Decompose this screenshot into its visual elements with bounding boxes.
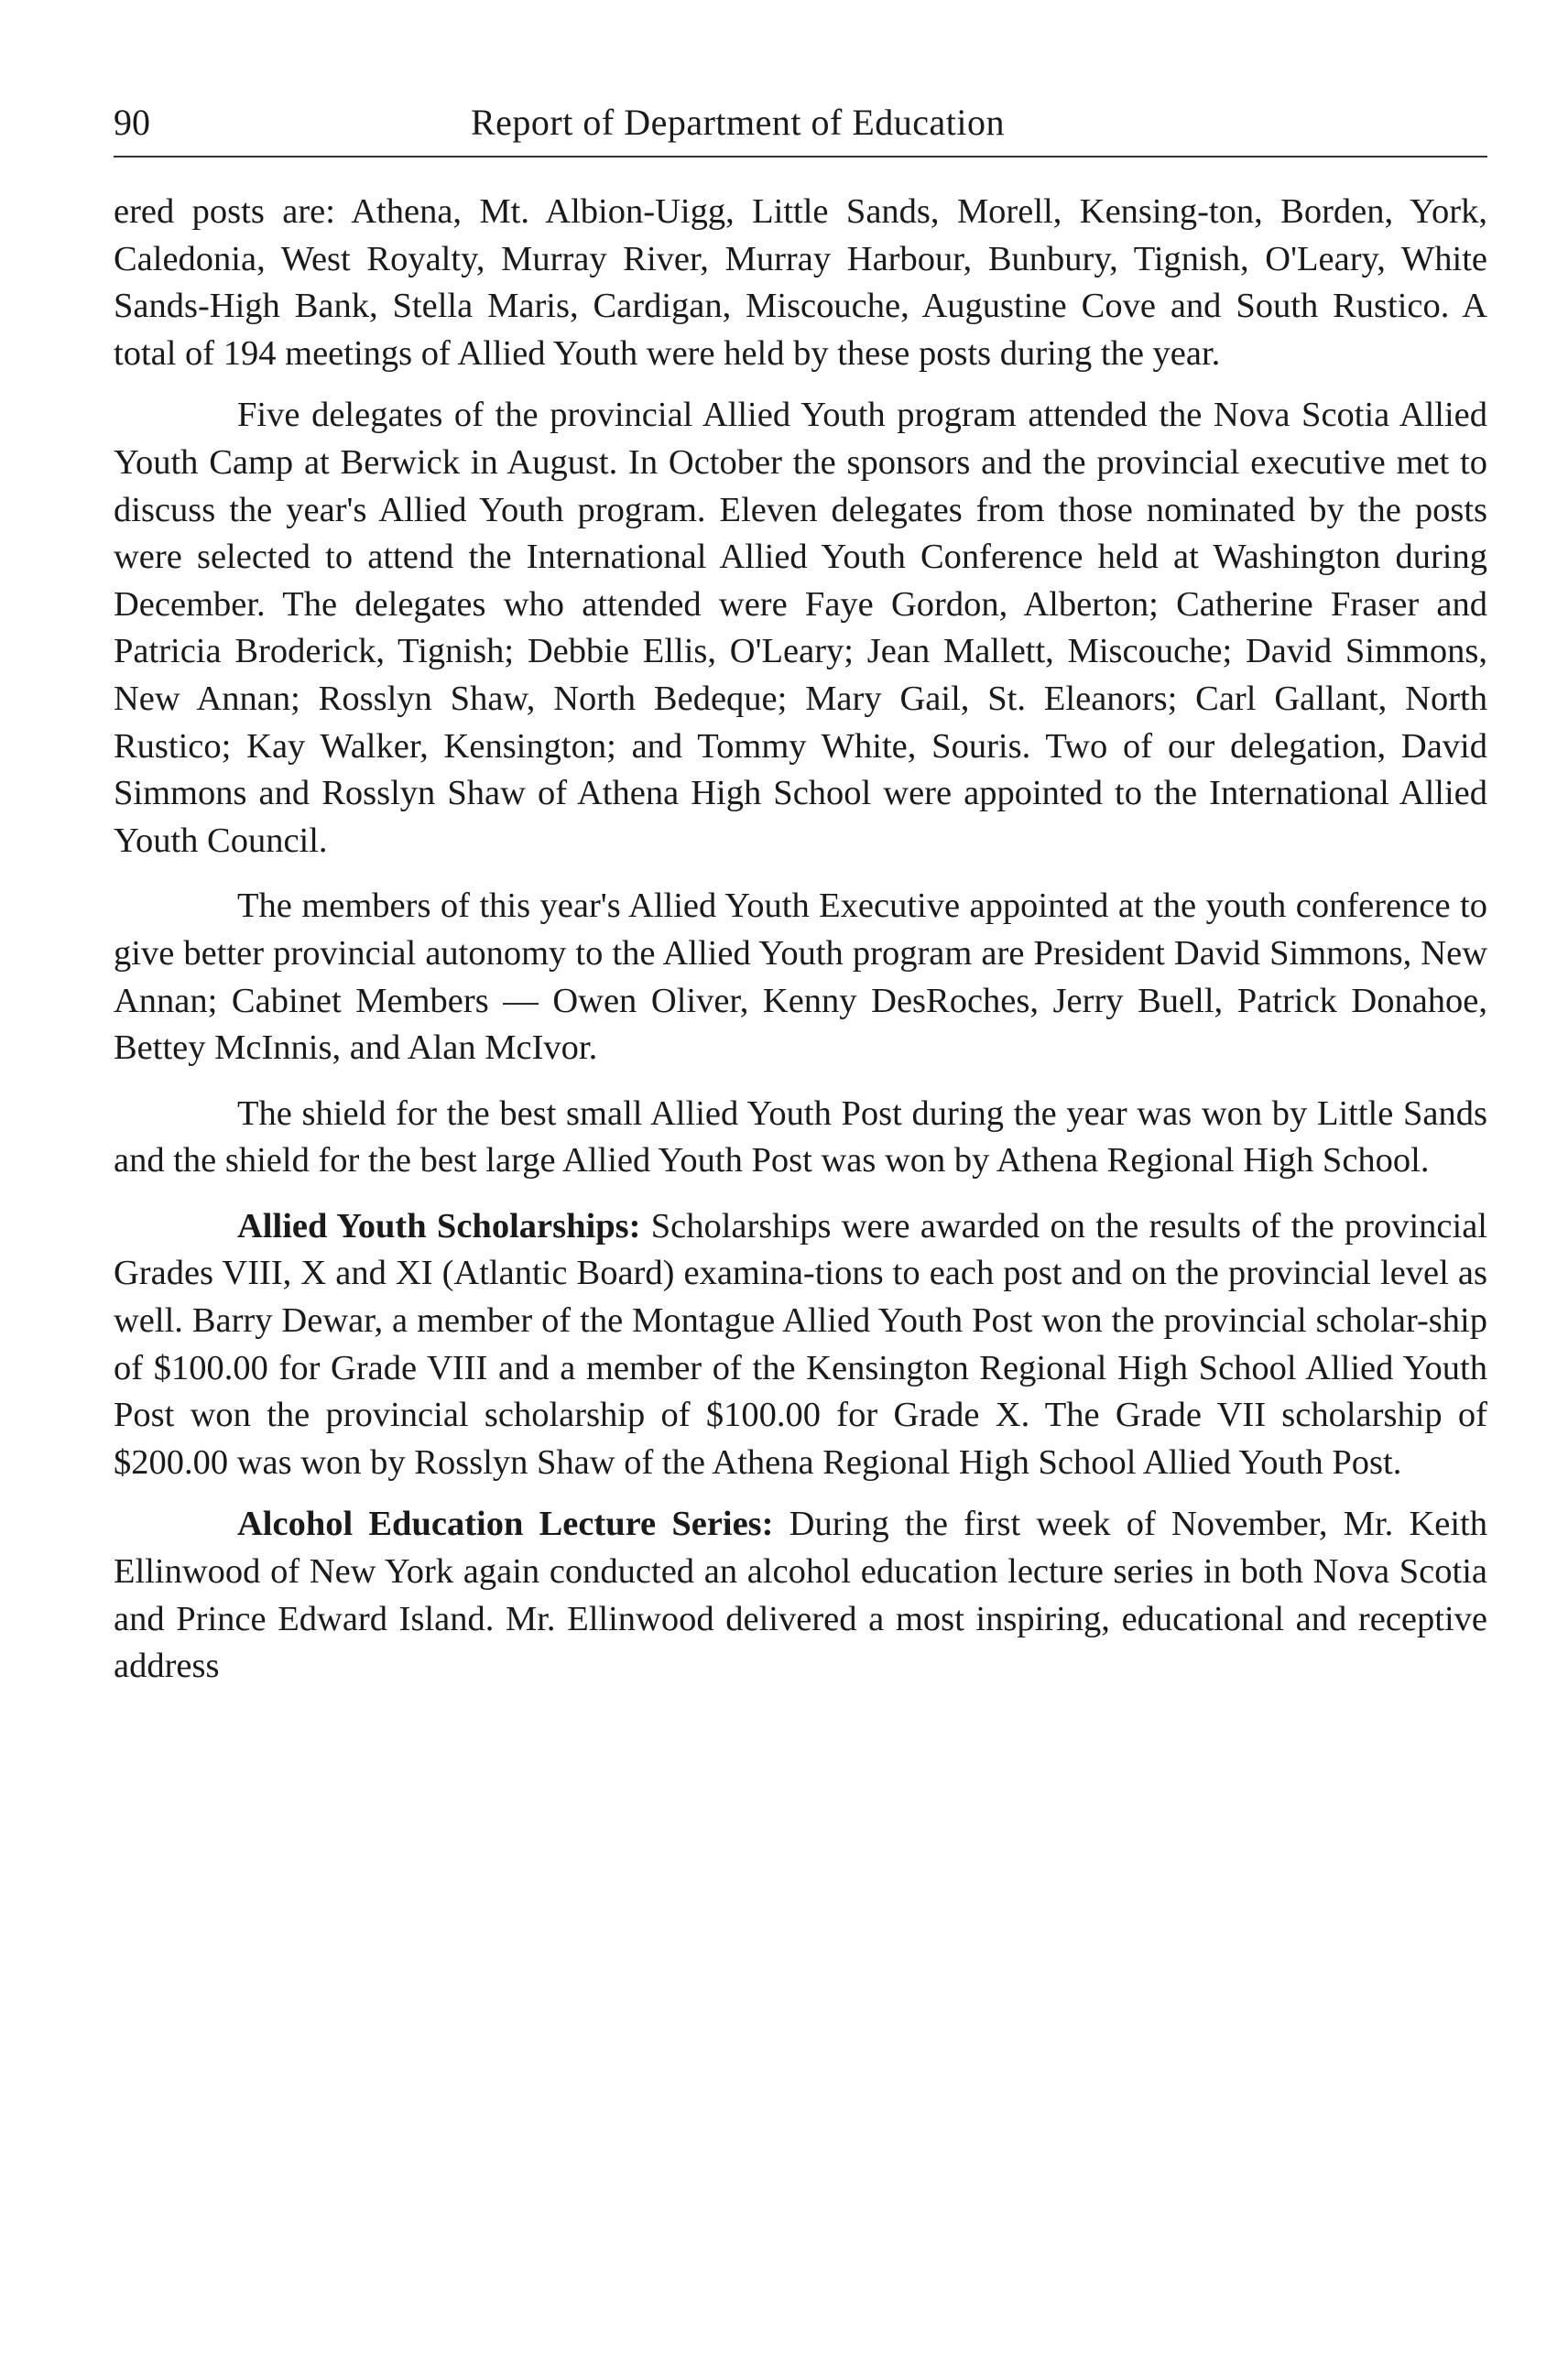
paragraph-lecture-series <box>114 1501 1487 1690</box>
lecture-series-heading: Alcohol Education Lecture Series: <box>237 1505 774 1544</box>
paragraph-shields: The shield for the best small Allied Youth Post during the year was won by Little Sands and the shield for the best large Allied Youth Post was won by Athena Regional High School. <box>114 1093 1487 1180</box>
scholarships-text: Scholarships were awarded on the results of the provincial Grades VIII, X and XI (Atlantic Board) examina-tions to each post and on the provincial level as well. Barry Dewar, a member of the Montague Allied Youth Post won the provincial scholar-ship of $100.00 for Grade VIII and a member of the Kensington Regional High School Allied Youth Post won the provincial scholarship of $100.00 for Grade X. The Grade VII scholarship of $200.00 was won by Rosslyn Shaw of the Athena Regional High School Allied Youth Post. <box>114 1206 1488 1482</box>
document-page <box>114 92 1487 1709</box>
scholarships-heading: Allied Youth Scholarships: <box>237 1206 641 1245</box>
paragraph-executive: The members of this year's Allied Youth Executive appointed at the youth conference to give better provincial autonomy to the Allied Youth program are President David Simmons, New Annan; Cabinet Members — Owen Oliver, Kenny DesRoches, Jerry Buell, Patrick Donahoe, Bettey McInnis, and Alan McIvor. <box>114 886 1487 1068</box>
running-title: Report of Department of Education <box>471 102 1005 143</box>
page-number: 90 <box>114 102 150 143</box>
paragraph-scholarships <box>114 1203 1487 1487</box>
paragraph-posts-list: ered posts are: Athena, Mt. Albion-Uigg, Little Sands, Morell, Kensing-ton, Borden, York, Caledonia, West Royalty, Murray River, Murray Harbour, Bunbury, Tignish, O'Leary, White Sands-High Bank, Stella Maris, Cardigan, Miscouche, Augustine Cove and South Rustico. A total of 194 meetings of Allied Youth were held by these posts during the year. <box>114 192 1487 373</box>
paragraph-delegates: Five delegates of the provincial Allied Youth program attended the Nova Scotia Allied Youth Camp at Berwick in August. In October the sponsors and the provincial executive met to discuss the year's Allied Youth program. Eleven delegates from those nominated by the posts were selected to attend the International Allied Youth Conference held at Washington during December. The delegates who attended were Faye Gordon, Alberton; Catherine Fraser and Patricia Broderick, Tignish; Debbie Ellis, O'Leary; Jean Mallett, Miscouche; David Simmons, New Annan; Rosslyn Shaw, North Bedeque; Mary Gail, St. Eleanors; Carl Gallant, North Rustico; Kay Walker, Kensington; and Tommy White, Souris. Two of our delegation, David Simmons and Rosslyn Shaw of Athena High School were appointed to the International Allied Youth Council. <box>114 396 1487 860</box>
body-text <box>114 189 1487 1691</box>
lecture-series-text: During the first week of November, Mr. Keith Ellinwood of New York again conducted an alcohol education lecture series in both Nova Scotia and Prince Edward Island. Mr. Ellinwood delivered a most inspiring, educational and receptive address <box>114 1505 1488 1686</box>
page-header <box>114 92 1487 158</box>
